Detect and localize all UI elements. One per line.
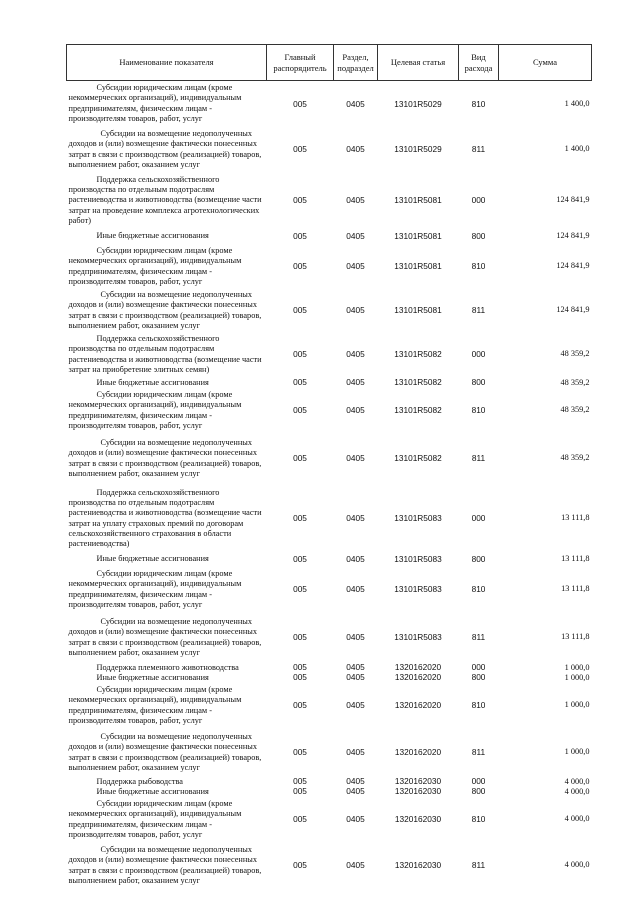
row-grs: 005 (293, 405, 307, 416)
row-name: Субсидии на возмещение недополученных доходов и (или) возмещение фактически понесенных затрат в связи с производством (реализацией) товаров, выполнением работ, оказанием услуг (68, 128, 262, 169)
row-name: Поддержка племенного животноводства (96, 662, 239, 672)
row-kind: 811 (471, 632, 486, 643)
row-grs: 005 (293, 661, 307, 672)
row-sum: 48 359,2 (560, 349, 590, 359)
row-sum: 13 111,8 (561, 513, 590, 523)
row-article: 13101R5082 (394, 376, 442, 387)
table-row (67, 553, 592, 567)
row-article: 1320162020 (394, 747, 442, 758)
row-section: 0405 (346, 671, 365, 682)
row-name: Субсидии юридическим лицам (кроме некоммерческих организаций), индивидуальным предпринимателям, физическим лицам - производителям товаров, работ, услуг (68, 245, 242, 286)
row-grs: 005 (293, 144, 307, 155)
row-section: 0405 (346, 584, 365, 595)
row-section: 0405 (346, 775, 365, 786)
row-sum: 124 841,9 (556, 195, 590, 205)
row-article: 13101R5083 (394, 513, 442, 524)
row-name: Субсидии юридическим лицам (кроме некоммерческих организаций), индивидуальным предпринимателям, физическим лицам - производителям товаров, работ, услуг (68, 83, 242, 124)
row-grs: 005 (293, 231, 307, 242)
row-name: Поддержка рыбоводства (96, 776, 183, 786)
row-kind: 000 (471, 775, 486, 786)
row-sum: 1 000,0 (564, 747, 590, 757)
row-kind: 810 (471, 261, 486, 272)
row-name: Субсидии на возмещение недополученных доходов и (или) возмещение фактически понесенных затрат в связи с производством (реализацией) товаров, выполнением работ, оказанием услуг (68, 437, 262, 478)
row-section: 0405 (346, 513, 365, 524)
table-row (67, 567, 592, 613)
table-row (67, 663, 592, 673)
row-grs: 005 (293, 376, 307, 387)
row-sum: 1 000,0 (564, 662, 590, 672)
row-kind: 810 (471, 814, 486, 825)
row-name: Иные бюджетные ассигнования (96, 672, 209, 682)
row-name: Субсидии на возмещение недополученных доходов и (или) возмещение фактически понесенных затрат в связи с производством (реализацией) товаров, выполнением работ, оказанием услуг (68, 844, 262, 885)
row-sum: 4 000,0 (564, 786, 590, 796)
row-sum: 1 000,0 (564, 672, 590, 682)
row-grs: 005 (293, 814, 307, 825)
row-section: 0405 (346, 814, 365, 825)
row-sum: 1 400,0 (564, 98, 590, 108)
row-sum: 124 841,9 (556, 261, 590, 271)
row-grs: 005 (293, 700, 307, 711)
row-kind: 810 (471, 405, 486, 416)
row-kind: 000 (471, 349, 486, 360)
row-section: 0405 (346, 195, 365, 206)
row-kind: 000 (471, 513, 486, 524)
row-article: 13101R5081 (394, 305, 442, 316)
row-name: Субсидии юридическим лицам (кроме некоммерческих организаций), индивидуальным предпринимателям, физическим лицам - производителям товаров, работ, услуг (68, 684, 242, 725)
row-name: Субсидии на возмещение недополученных доходов и (или) возмещение фактически понесенных затрат в связи с производством (реализацией) товаров, выполнением работ, оказанием услуг (68, 616, 262, 657)
row-grs: 005 (293, 349, 307, 360)
row-kind: 800 (471, 554, 486, 565)
row-article: 13101R5029 (394, 98, 442, 109)
row-article: 13101R5082 (394, 453, 442, 464)
row-kind: 811 (471, 305, 486, 316)
table-row (67, 433, 592, 485)
header-section: Раздел, подраздел (334, 45, 378, 81)
row-kind: 810 (471, 584, 486, 595)
row-name: Иные бюджетные ассигнования (96, 554, 209, 564)
row-section: 0405 (346, 405, 365, 416)
row-kind: 000 (471, 661, 486, 672)
row-kind: 810 (471, 98, 486, 109)
table-row (67, 127, 592, 173)
row-name: Субсидии юридическим лицам (кроме некоммерческих организаций), индивидуальным предпринимателям, физическим лицам - производителям товаров, работ, услуг (68, 389, 242, 430)
row-article: 13101R5083 (394, 584, 442, 595)
table-row (67, 843, 592, 889)
row-article: 1320162030 (394, 814, 442, 825)
table-row (67, 673, 592, 683)
row-name: Субсидии на возмещение недополученных доходов и (или) возмещение фактически понесенных затрат в связи с производством (реализацией) товаров, выполнением работ, оказанием услуг (68, 289, 262, 330)
row-grs: 005 (293, 453, 307, 464)
row-grs: 005 (293, 632, 307, 643)
row-section: 0405 (346, 98, 365, 109)
row-name: Поддержка сельскохозяйственного производства по отдельным подотраслям растениеводства и животноводства (возмещение части затрат на проведение комплекса агротехнологических работ) (68, 174, 262, 225)
row-article: 13101R5082 (394, 405, 442, 416)
table-row (67, 729, 592, 777)
row-name: Субсидии юридическим лицам (кроме некоммерческих организаций), индивидуальным предпринимателям, физическим лицам - производителям товаров, работ, услуг (68, 798, 242, 839)
row-grs: 005 (293, 747, 307, 758)
row-kind: 810 (471, 700, 486, 711)
row-section: 0405 (346, 231, 365, 242)
row-kind: 000 (471, 195, 486, 206)
row-kind: 800 (471, 231, 486, 242)
row-sum: 48 359,2 (560, 377, 590, 387)
row-grs: 005 (293, 860, 307, 871)
row-article: 13101R5083 (394, 632, 442, 643)
row-sum: 13 111,8 (561, 554, 590, 564)
row-grs: 005 (293, 584, 307, 595)
row-section: 0405 (346, 860, 365, 871)
row-section: 0405 (346, 785, 365, 796)
row-section: 0405 (346, 349, 365, 360)
row-sum: 48 359,2 (560, 453, 590, 463)
row-article: 1320162020 (394, 661, 442, 672)
table-row (67, 683, 592, 729)
row-name: Иные бюджетные ассигнования (96, 786, 209, 796)
row-kind: 811 (471, 144, 486, 155)
row-name: Поддержка сельскохозяйственного производства по отдельным подотраслям растениеводства и животноводства (возмещение части затрат на уплату страховых премий по договорам сельскохозяйственного страхования в области растениеводства) (68, 487, 262, 549)
row-sum: 124 841,9 (556, 305, 590, 315)
table-row (67, 245, 592, 289)
row-sum: 4 000,0 (564, 860, 590, 870)
row-article: 13101R5083 (394, 554, 442, 565)
row-name: Субсидии юридическим лицам (кроме некоммерческих организаций), индивидуальным предпринимателям, физическим лицам - производителям товаров, работ, услуг (68, 568, 242, 609)
header-article: Целевая статья (378, 45, 459, 81)
row-article: 13101R5082 (394, 349, 442, 360)
table-row (67, 797, 592, 843)
row-grs: 005 (293, 671, 307, 682)
row-sum: 1 000,0 (564, 700, 590, 710)
row-grs: 005 (293, 785, 307, 796)
table-header-row (67, 45, 592, 81)
table-row (67, 485, 592, 553)
row-article: 1320162030 (394, 860, 442, 871)
table-row (67, 389, 592, 433)
table-row (67, 333, 592, 377)
row-article: 1320162030 (394, 785, 442, 796)
row-sum: 13 111,8 (561, 584, 590, 594)
row-section: 0405 (346, 261, 365, 272)
row-kind: 800 (471, 785, 486, 796)
row-name: Иные бюджетные ассигнования (96, 231, 209, 241)
row-article: 13101R5081 (394, 261, 442, 272)
row-name: Иные бюджетные ассигнования (96, 377, 209, 387)
row-sum: 4 000,0 (564, 776, 590, 786)
table-row (67, 173, 592, 229)
row-grs: 005 (293, 195, 307, 206)
row-article: 13101R5081 (394, 195, 442, 206)
row-name: Поддержка сельскохозяйственного производства по отдельным подотраслям растениеводства и животноводства (возмещение части затрат на приобретение элитных семян) (68, 333, 262, 374)
row-kind: 800 (471, 376, 486, 387)
row-kind: 811 (471, 860, 486, 871)
row-section: 0405 (346, 554, 365, 565)
row-section: 0405 (346, 144, 365, 155)
header-kind: Вид расхода (459, 45, 499, 81)
row-article: 13101R5029 (394, 144, 442, 155)
table-row (67, 377, 592, 389)
row-section: 0405 (346, 632, 365, 643)
table-row (67, 787, 592, 797)
header-sum: Сумма (499, 45, 592, 81)
row-kind: 811 (471, 453, 486, 464)
table-row (67, 229, 592, 245)
row-grs: 005 (293, 554, 307, 565)
table-row (67, 289, 592, 333)
row-name: Субсидии на возмещение недополученных доходов и (или) возмещение фактически понесенных затрат в связи с производством (реализацией) товаров, выполнением работ, оказанием услуг (68, 731, 262, 772)
row-grs: 005 (293, 305, 307, 316)
row-sum: 13 111,8 (561, 632, 590, 642)
table-row (67, 777, 592, 787)
row-grs: 005 (293, 261, 307, 272)
row-grs: 005 (293, 775, 307, 786)
row-section: 0405 (346, 453, 365, 464)
header-grs: Главный распорядитель (267, 45, 334, 81)
header-name: Наименование показателя (67, 45, 267, 81)
row-section: 0405 (346, 700, 365, 711)
row-section: 0405 (346, 747, 365, 758)
row-article: 1320162020 (394, 671, 442, 682)
row-kind: 811 (471, 747, 486, 758)
row-section: 0405 (346, 661, 365, 672)
row-grs: 005 (293, 98, 307, 109)
budget-table (66, 44, 592, 889)
row-kind: 800 (471, 671, 486, 682)
row-article: 1320162020 (394, 700, 442, 711)
row-sum: 124 841,9 (556, 231, 590, 241)
row-article: 13101R5081 (394, 231, 442, 242)
row-section: 0405 (346, 376, 365, 387)
row-section: 0405 (346, 305, 365, 316)
table-row (67, 81, 592, 127)
row-sum: 1 400,0 (564, 144, 590, 154)
row-sum: 48 359,2 (560, 405, 590, 415)
table-row (67, 613, 592, 663)
row-sum: 4 000,0 (564, 814, 590, 824)
row-grs: 005 (293, 513, 307, 524)
table-body (67, 81, 592, 889)
row-article: 1320162030 (394, 775, 442, 786)
